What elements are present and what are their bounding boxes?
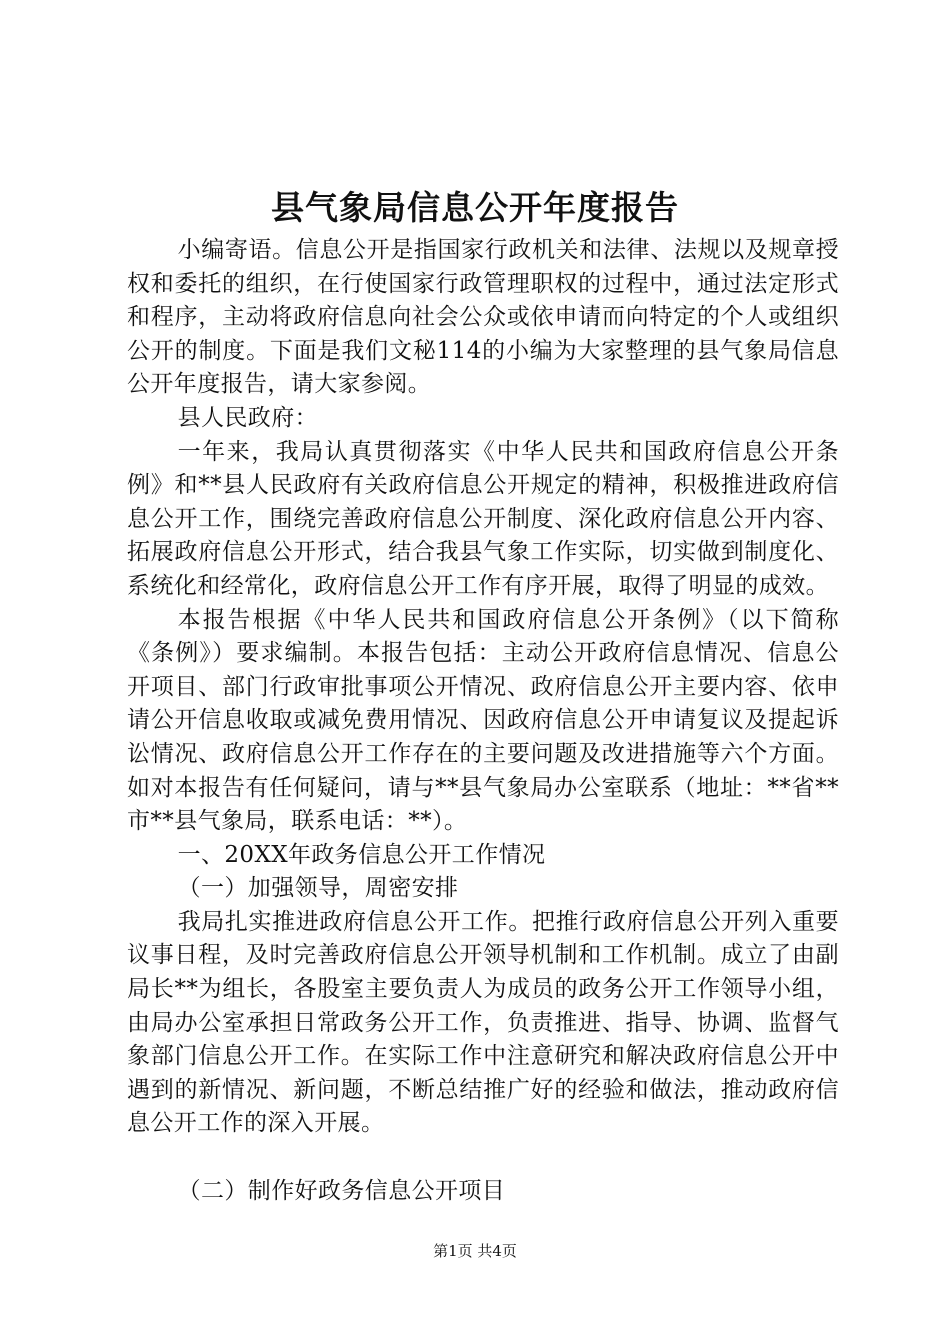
subsection-heading-1: （一）加强领导，周密安排 <box>177 875 459 902</box>
section-heading-1: 一、20XX年政务信息公开工作情况 <box>177 841 546 868</box>
page-title: 县气象局信息公开年度报告 <box>271 188 679 227</box>
document-body <box>127 234 839 1209</box>
page-footer: 第1页 共4页 <box>433 1242 517 1260</box>
subsection-heading-2: （二）制作好政务信息公开项目 <box>177 1178 506 1205</box>
paragraph-intro: 小编寄语。信息公开是指国家行政机关和法律、法规以及规章授权和委托的组织，在行使国家行政管理职权的过程中，通过法定形式和程序，主动将政府信息向社会公众或依申请而向特定的个人或组织公开的制度。下面是我们文秘114的小编为大家整理的县气象局信息公开年度报告，请大家参阅。 <box>127 237 839 398</box>
paragraph-overview: 一年来，我局认真贯彻落实《中华人民共和国政府信息公开条例》和**县人民政府有关政府信息公开规定的精神，积极推进政府信息公开工作，围绕完善政府信息公开制度、深化政府信息公开内容、拓展政府信息公开形式，结合我县气象工作实际，切实做到制度化、系统化和经常化，政府信息公开工作有序开展，取得了明显的成效。 <box>127 438 839 599</box>
paragraph-salutation: 县人民政府： <box>177 404 318 431</box>
paragraph-leadership: 我局扎实推进政府信息公开工作。把推行政府信息公开列入重要议事日程，及时完善政府信息公开领导机制和工作机制。成立了由副局长**为组长，各股室主要负责人为成员的政务公开工作领导小组，由局办公室承担日常政务公开工作，负责推进、指导、协调、监督气象部门信息公开工作。在实际工作中注意研究和解决政府信息公开中遇到的新情况、新问题，不断总结推广好的经验和做法，推动政府信息公开工作的深入开展。 <box>127 908 839 1137</box>
paragraph-scope: 本报告根据《中华人民共和国政府信息公开条例》（以下简称《条例》）要求编制。本报告包括：主动公开政府信息情况、信息公开项目、部门行政审批事项公开情况、政府信息公开主要内容、依申请公开信息收取或减免费用情况、因政府信息公开申请复议及提起诉讼情况、政府信息公开工作存在的主要问题及改进措施等六个方面。如对本报告有任何疑问，请与**县气象局办公室联系（地址：**省**市**县气象局，联系电话：**）。 <box>127 606 839 835</box>
